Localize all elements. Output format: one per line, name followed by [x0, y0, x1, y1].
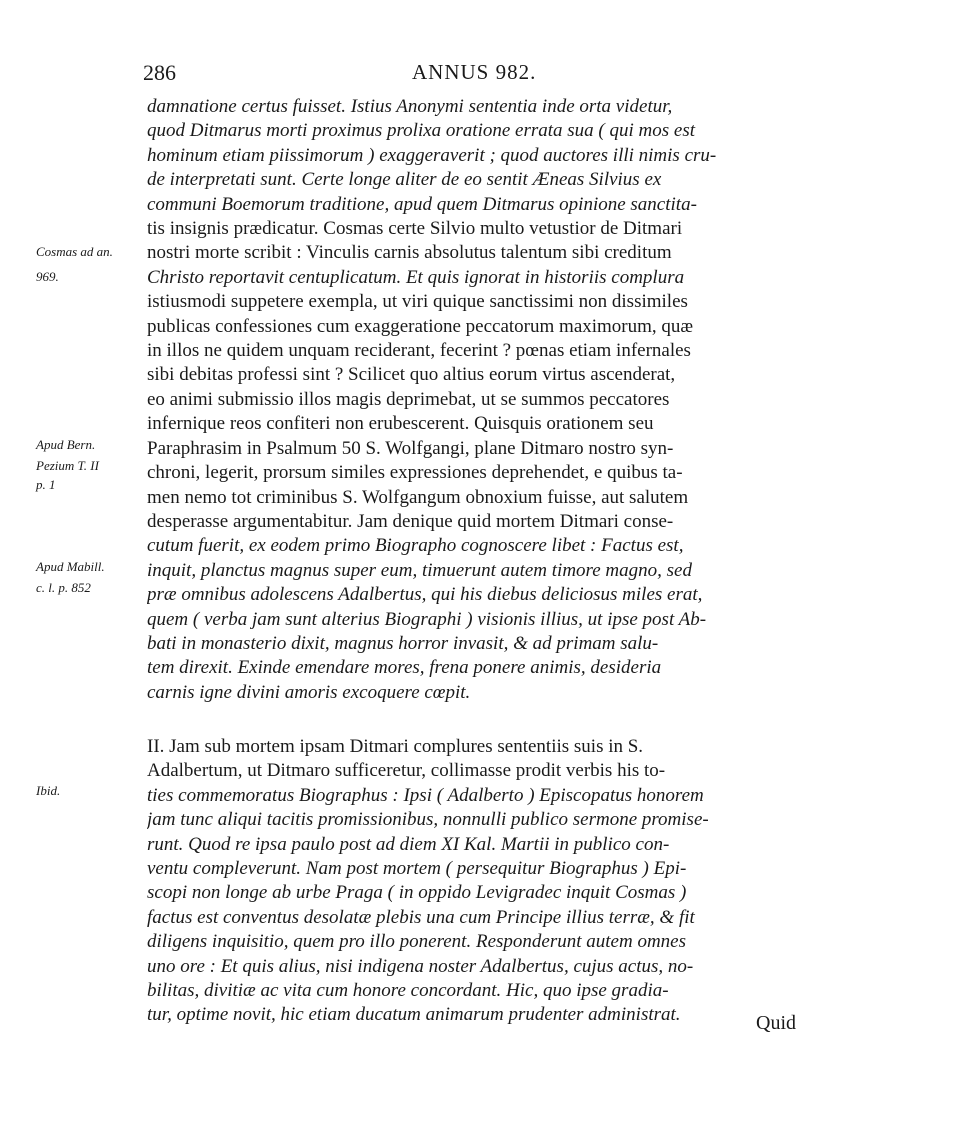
text-line: inquit, planctus magnus super eum, timuerunt autem timore magno, sed [147, 559, 692, 581]
text-line: præ omnibus adolescens Adalbertus, qui his diebus deliciosus miles erat, [147, 584, 703, 606]
text-line: istiusmodi suppetere exempla, ut viri quique sanctissimi non dissimiles [147, 291, 688, 313]
text-line: II. Jam sub mortem ipsam Ditmari complures sententiis suis in S. [147, 736, 644, 757]
text-line: de interpretati sunt. Certe longe aliter de eo sentit Æneas Silvius ex [147, 169, 662, 191]
margin-note-line: p. 1 [36, 477, 56, 492]
paragraph-2 [147, 735, 837, 1028]
text-line: hominum etiam piissimorum ) exaggeraverit ; quod auctores illi nimis cru- [147, 144, 717, 166]
text-line: communi Boemorum traditione, apud quem Ditmarus opinione sanctita- [147, 193, 697, 215]
text-line: factus est conventus desolatæ plebis una cum Principe illius terræ, & fit [147, 906, 695, 928]
text-line: scopi non longe ab urbe Praga ( in oppido Levigradec inquit Cosmas ) [147, 882, 687, 904]
margin-note-ibid [36, 783, 60, 798]
text-line: desperasse argumentabitur. Jam denique quid mortem Ditmari conse- [147, 510, 674, 532]
text-line: infernique reos confiteri non erubescerent. Quisquis orationem seu [147, 413, 654, 435]
text-line: diligens inquisitio, quem pro illo ponerent. Responderunt autem omnes [147, 931, 686, 953]
margin-note-line: Apud Mabill. [36, 559, 105, 574]
text-line: carnis igne divini amoris excoquere cœpit. [147, 681, 471, 703]
text-line: in illos ne quidem unquam reciderant, fecerint ? pœnas etiam infernales [147, 340, 691, 362]
text-line: quod Ditmarus morti proximus prolixa oratione errata sua ( qui mos est [147, 120, 696, 142]
text-line: tem direxit. Exinde emendare mores, frena ponere animis, desideria [147, 657, 662, 679]
text-line: eo animi submissio illos magis deprimebat, ut se summos peccatores [147, 388, 670, 410]
running-head: ANNUS 982. [412, 60, 537, 84]
margin-note-cosmas [36, 244, 113, 284]
text-line: uno ore : Et quis alius, nisi indigena noster Adalbertus, cujus actus, no- [147, 955, 694, 977]
text-line: Christo reportavit centuplicatum. Et quis ignorat in historiis complura [147, 266, 685, 288]
text-line: ventu compleverunt. Nam post mortem ( persequitur Biographus ) Epi- [147, 858, 687, 880]
text-line: quem ( verba jam sunt alterius Biographi ) visionis illius, ut ipse post Ab- [147, 608, 707, 630]
margin-note-line: 969. [36, 269, 59, 284]
margin-note-line: c. l. p. 852 [36, 580, 91, 595]
text-line: sibi debitas professi sint ? Scilicet quo altius eorum virtus ascenderat, [147, 364, 676, 386]
text-line: ties commemoratus Biographus : Ipsi ( Adalberto ) Episcopatus honorem [147, 784, 704, 806]
text-line: runt. Quod re ipsa paulo post ad diem XI Kal. Martii in publico con- [147, 833, 670, 855]
text-line: nostri morte scribit : Vinculis carnis absolutus talentum sibi creditum [147, 242, 672, 264]
text-line: tur, optime novit, hic etiam ducatum animarum prudenter administrat. [147, 1004, 681, 1026]
margin-note-line: Cosmas ad an. [36, 244, 113, 259]
text-line: Adalbertum, ut Ditmaro sufficeretur, collimasse prodit verbis his to- [147, 760, 666, 782]
paragraph-1 [147, 95, 837, 705]
text-line: publicas confessiones cum exaggeratione peccatorum maximorum, quæ [147, 315, 694, 337]
text-line: men nemo tot criminibus S. Wolfgangum obnoxium fuisse, aut salutem [147, 486, 689, 508]
margin-note-line: Apud Bern. [36, 437, 96, 452]
text-line: bilitas, divitiæ ac vita cum honore concordant. Hic, quo ipse gradia- [147, 980, 669, 1002]
margin-note-line: Ibid. [36, 783, 61, 798]
text-line: cutum fuerit, ex eodem primo Biographo cognoscere libet : Factus est, [147, 535, 684, 557]
page-number: 286 [143, 60, 176, 85]
text-line: tis insignis prædicatur. Cosmas certe Silvio multo vetustior de Ditmari [147, 218, 683, 240]
text-line: chroni, legerit, prorsum similes expressiones deprehendet, e quibus ta- [147, 462, 683, 484]
text-line: jam tunc aliqui tacitis promissionibus, nonnulli publico sermone promise- [147, 809, 709, 831]
margin-note-mabillon [36, 559, 105, 595]
text-line: damnatione certus fuisset. Istius Anonymi sententia inde orta videtur, [147, 96, 673, 117]
text-line: Paraphrasim in Psalmum 50 S. Wolfgangi, plane Ditmaro nostro syn- [147, 437, 674, 459]
margin-note-line: Pezium T. II [36, 458, 99, 473]
margin-note-pezium [36, 437, 99, 492]
text-line: bati in monasterio dixit, magnus horror invasit, & ad primam salu- [147, 632, 659, 654]
catchword: Quid [756, 1012, 796, 1034]
